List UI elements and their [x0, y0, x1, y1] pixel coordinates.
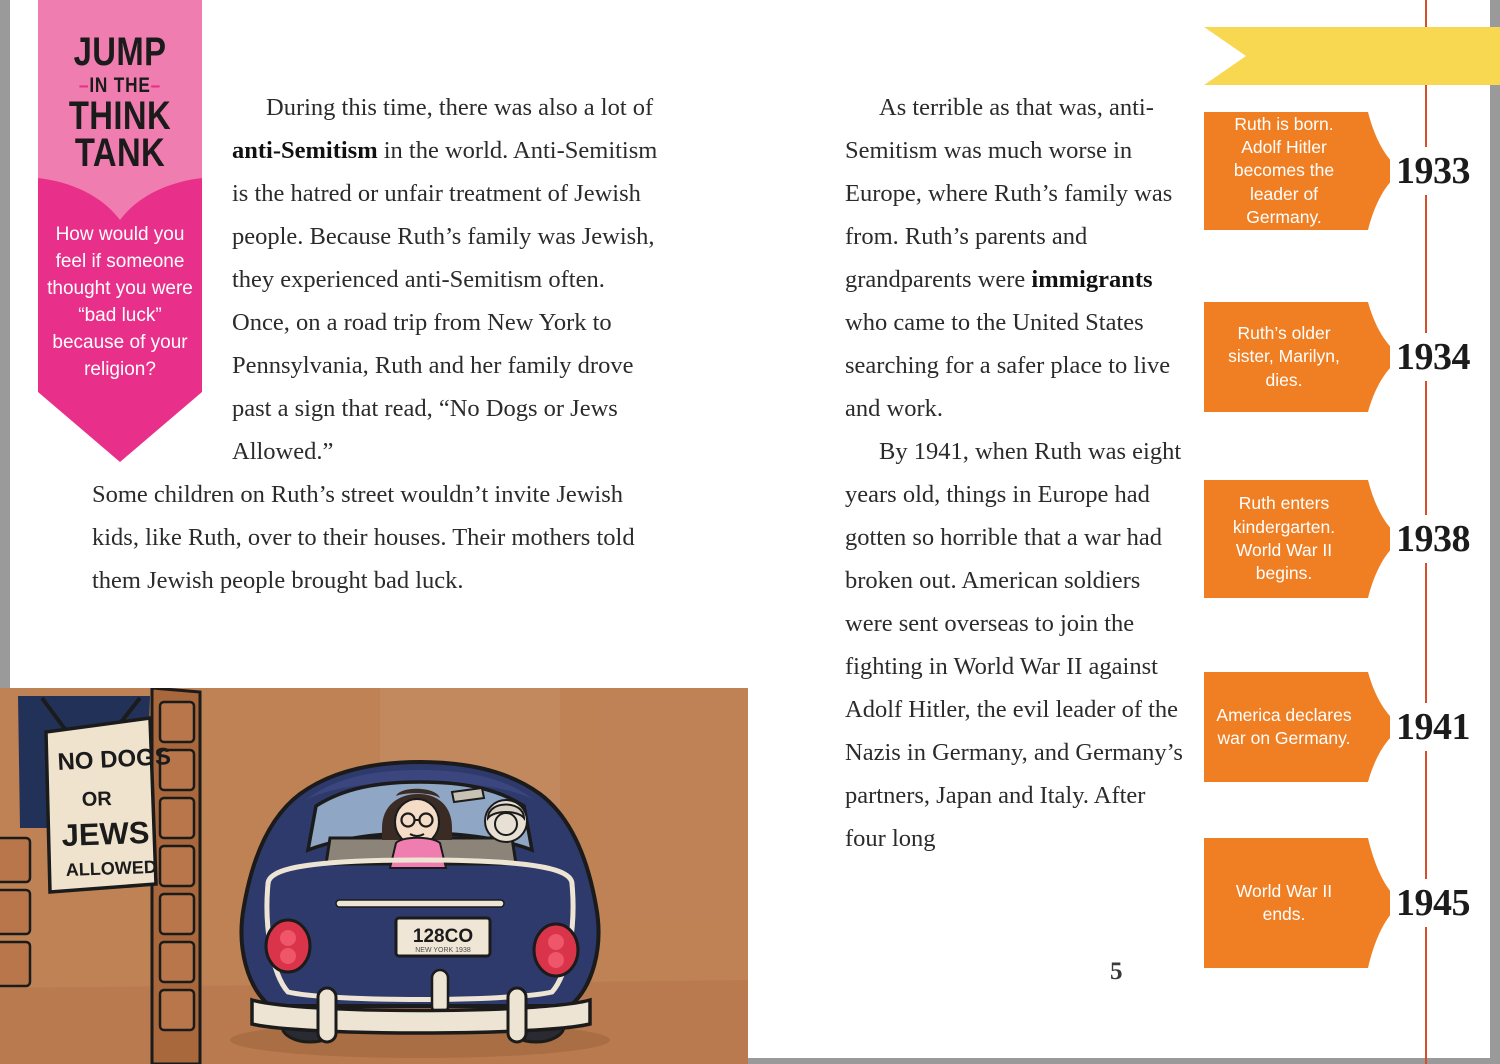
timeline-banner [1204, 27, 1500, 85]
think-tank-question-text: How would you feel if someone thought you were “bad luck” because of your religion? [47, 223, 193, 380]
think-tank-notch-shape [38, 176, 202, 220]
term-immigrants: immigrants [1031, 266, 1153, 293]
svg-text:ALLOWED: ALLOWED [65, 856, 158, 880]
timeline-entry-text: World War II ends. [1235, 880, 1333, 924]
timeline-entry-1938 [1204, 480, 1500, 598]
svg-text:JEWS: JEWS [61, 814, 151, 853]
svg-text:OR: OR [81, 787, 113, 811]
think-tank-title-line1: JUMP [73, 30, 167, 74]
think-tank-callout [38, 0, 202, 462]
timeline-entry-text: Ruth’s older sister, Marilyn, dies. [1228, 323, 1340, 390]
timeline-sidebar [1196, 0, 1500, 1064]
vintage-car [230, 762, 610, 1058]
think-tank-title-line2: –IN THE– [78, 73, 162, 97]
timeline-year-label: 1945 [1390, 879, 1476, 927]
left-paragraph-2: Some children on Ruth’s street wouldn’t invite Jewish kids, like Ruth, over to their houses. Their mothers told them Jewish people brought bad luck. [92, 481, 635, 594]
illustration-car-and-sign [0, 688, 748, 1064]
timeline-entry-1933 [1204, 112, 1500, 230]
term-anti-semitism: anti-Semitism [232, 137, 378, 164]
timeline-year-label: 1941 [1390, 703, 1476, 751]
timeline-entry-text: America declares war on Germany. [1216, 704, 1352, 748]
timeline-entry-1945 [1204, 838, 1500, 968]
timeline-entry-box [1204, 112, 1364, 230]
svg-text:NEW YORK 1938: NEW YORK 1938 [415, 947, 471, 954]
timeline-entry-box [1204, 302, 1364, 412]
timeline-entry-text: Ruth enters kindergarten. World War II begins. [1232, 493, 1336, 584]
middle-paragraph-1: As terrible as that was, anti-Semitism was much worse in Europe, where Ruth’s family was from. Ruth’s parents and grandparents were immigrants who came to the United States searching for a safer place to live and work. [845, 94, 1173, 422]
passenger-in-car [485, 800, 527, 842]
page-number: 5 [1110, 958, 1123, 985]
think-tank-title-line4: TANK [74, 130, 166, 175]
svg-text:128CO: 128CO [412, 926, 474, 947]
brick-edge-left [0, 838, 30, 986]
timeline-year-label: 1934 [1390, 333, 1476, 381]
timeline-year-label: 1938 [1390, 515, 1476, 563]
think-tank-arrow-point [38, 392, 202, 462]
license-plate [396, 918, 490, 956]
timeline-entry-text: Ruth is born. Adolf Hitler becomes the leader of Germany. [1233, 113, 1335, 227]
timeline-entry-box [1204, 838, 1364, 968]
no-dogs-or-jews-allowed-sign [46, 718, 172, 892]
timeline-year-label: 1933 [1390, 147, 1476, 195]
svg-text:NO DOGS: NO DOGS [56, 743, 172, 776]
timeline-entry-box [1204, 480, 1364, 598]
timeline-entry-1934 [1204, 302, 1500, 412]
think-tank-question-area [38, 176, 202, 392]
illustration-artwork [0, 688, 748, 1064]
timeline-entry-box [1204, 672, 1364, 782]
middle-paragraph-2: By 1941, when Ruth was eight years old, things in Europe had gotten so horrible that a war had broken out. American soldiers were sent overseas to join the fighting in World War II against Adolf Hitler, the evil leader of the Nazis in Germany, and Germany’s partners, Japan and Italy. After four long [845, 438, 1183, 852]
timeline-entry-1941 [1204, 672, 1500, 782]
think-tank-title-line3: THINK [68, 94, 172, 139]
left-paragraph-1: During this time, there was also a lot of anti-Semitism in the world. Anti-Semitism is the hatred or unfair treatment of Jewish people. Because Ruth’s family was Jewish, they experienced anti-Semitism often. Once, on a road trip from New York to Pennsylvania, Ruth and her family drove past a sign that read, “No Dogs or Jews Allowed.” [232, 94, 658, 465]
middle-text-column [845, 86, 1190, 860]
